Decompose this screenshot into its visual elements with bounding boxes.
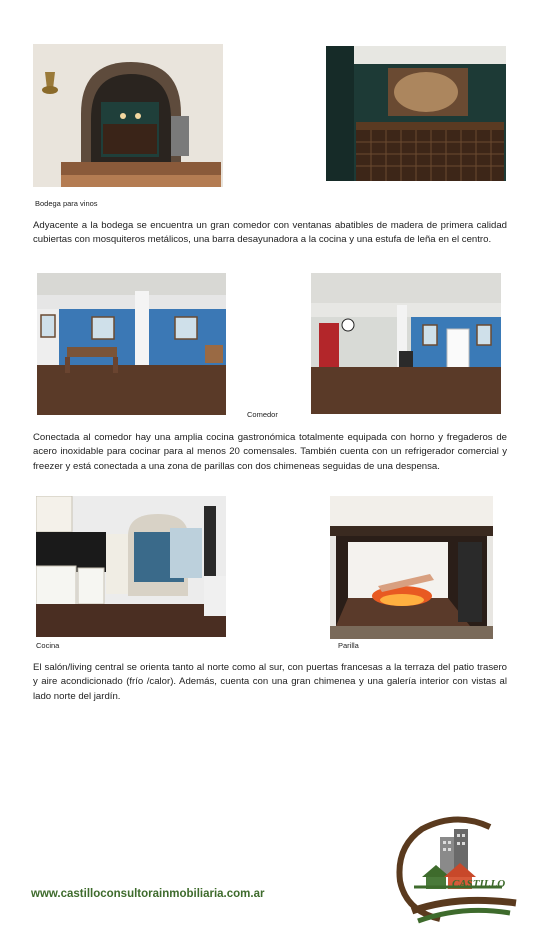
parilla-photo	[330, 496, 493, 639]
caption-cocina: Cocina	[36, 641, 60, 650]
comedor-photo-right	[311, 273, 501, 414]
website-link[interactable]: www.castilloconsultorainmobiliaria.com.ar	[31, 888, 265, 900]
bodega-arch-photo	[33, 44, 223, 187]
cocina-photo	[36, 496, 226, 637]
castillo-logo	[392, 815, 520, 930]
wine-rack-photo	[326, 46, 506, 181]
paragraph-salon: El salón/living central se orienta tanto al norte como al sur, con puertas francesas a la terraza del patio trasero y aire acondicionado (frío /calor). Además, cuenta con una gran chimenea y una galería interior con vistas al lado norte del jardín.	[33, 662, 507, 702]
caption-comedor: Comedor	[247, 410, 278, 419]
caption-bodega: Bodega para vinos	[35, 199, 98, 208]
paragraph-comedor: Adyacente a la bodega se encuentra un gran comedor con ventanas abatibles de madera de primera calidad cubiertas con mosquiteros metálicos, una barra desayunadora a la cocina y una estufa de leña en el centro.	[33, 220, 507, 246]
caption-parilla: Parilla	[338, 641, 359, 650]
paragraph-cocina: Conectada al comedor hay una amplia cocina gastronómica totalmente equipada con horno y fregaderos de acero inoxidable para cocinar para al menos 20 comensales. También cuenta con un refrigerador comercial y freezer y está conectada a una zona de parillas con dos chimeneas seguidas de una despensa.	[33, 432, 507, 472]
logo-text: CASTILLO	[452, 878, 506, 890]
comedor-photo-left	[37, 273, 226, 415]
